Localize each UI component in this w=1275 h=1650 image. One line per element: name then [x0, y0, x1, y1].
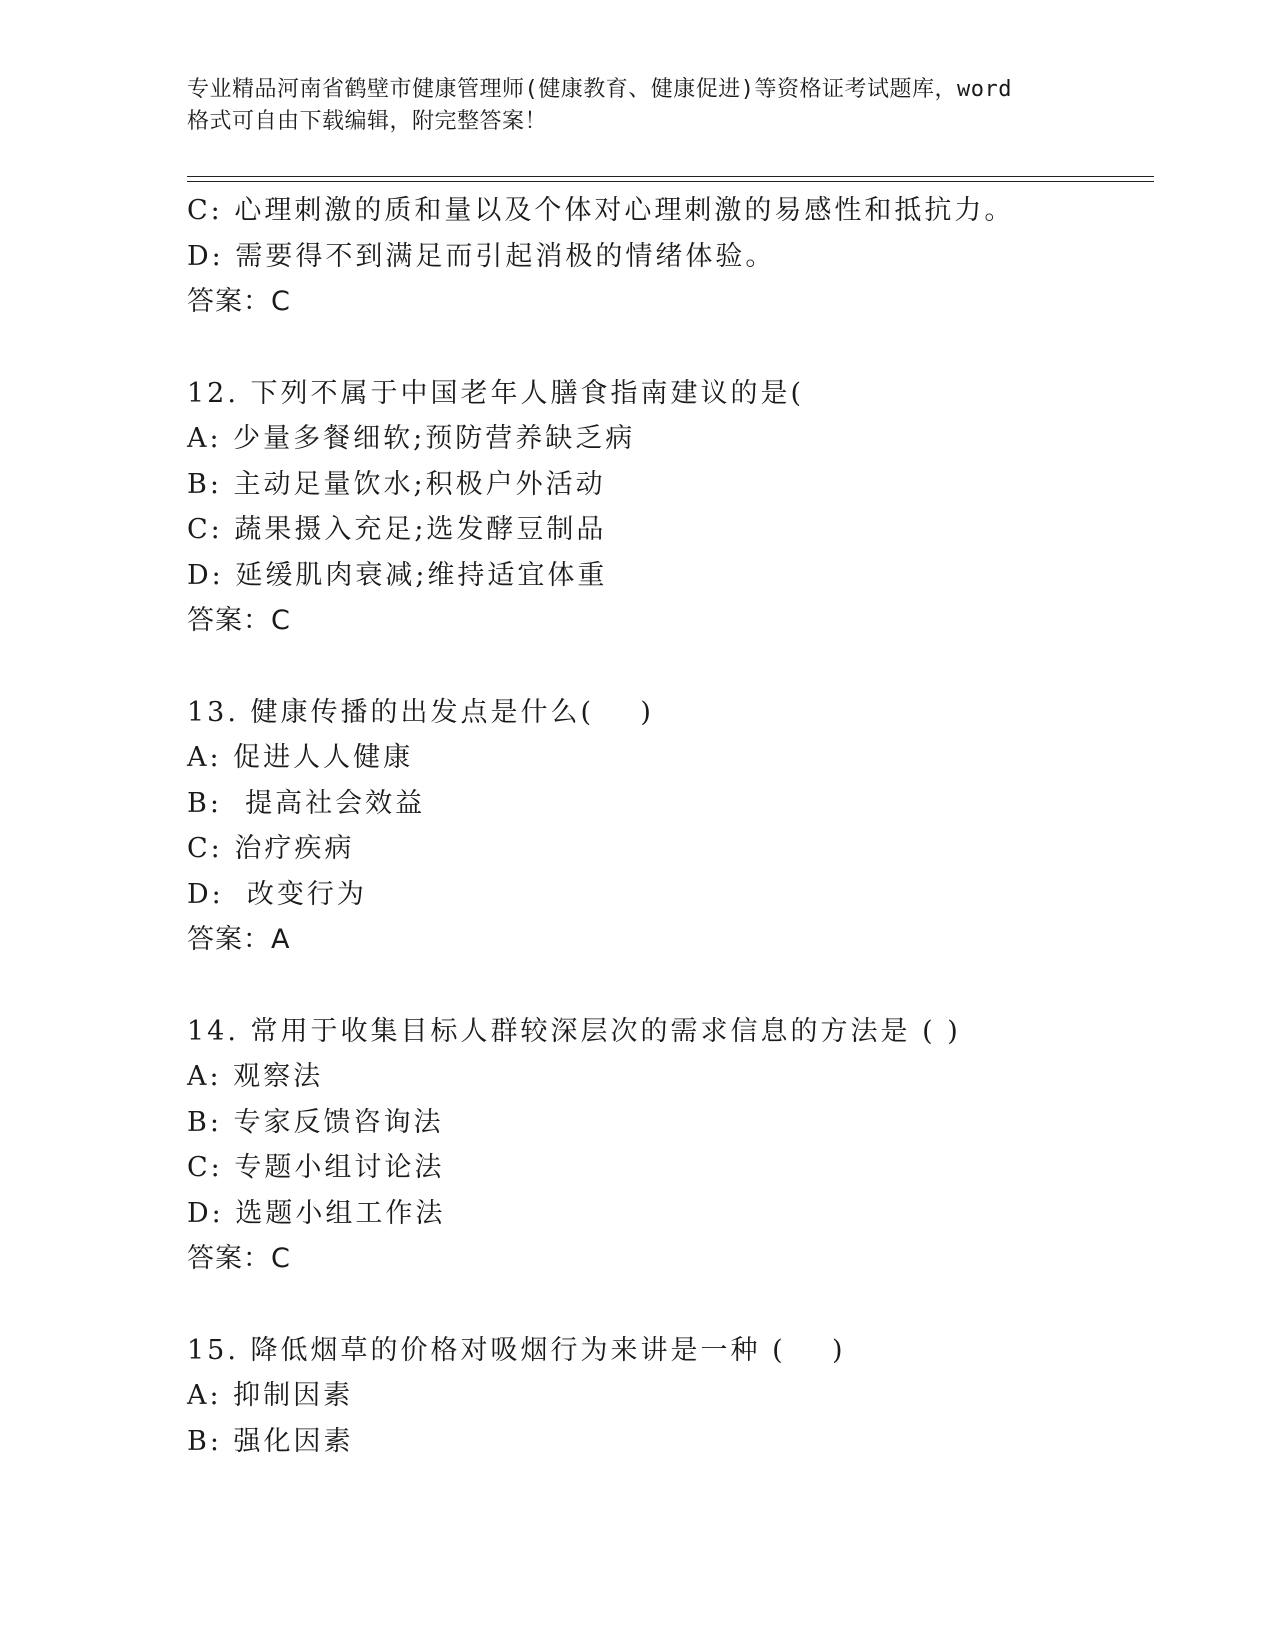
option-b: B: 主动足量饮水;积极户外活动: [187, 468, 606, 500]
option-d: D: 延缓肌肉衰减;维持适宜体重: [187, 559, 608, 591]
option-b: B: 提高社会效益: [187, 787, 426, 819]
option-a: A: 少量多餐细软;预防营养缺乏病: [187, 423, 636, 454]
answer: 答案：A: [187, 924, 291, 955]
header-divider-top: [187, 176, 1154, 177]
question-block-15: [187, 1328, 1147, 1465]
spacer: [187, 1282, 1147, 1328]
spacer: [187, 963, 1147, 1009]
option-c: C: 治疗疾病: [187, 833, 355, 864]
answer: 答案：C: [187, 286, 291, 317]
option-c: C: 蔬果摄入充足;选发酵豆制品: [187, 514, 607, 545]
question-block-13: [187, 690, 1147, 963]
header-line-2: 格式可自由下载编辑，附完整答案！: [187, 109, 548, 134]
option-b: B: 强化因素: [187, 1425, 354, 1457]
question-text: 15. 降低烟草的价格对吸烟行为来讲是一种 ( ): [187, 1334, 846, 1366]
answer: 答案：C: [187, 605, 291, 636]
header-line-1: 专业精品河南省鹤壁市健康管理师(健康教育、健康促进)等资格证考试题库，word: [187, 77, 1012, 102]
question-block-12: [187, 371, 1147, 644]
option-a: A: 促进人人健康: [187, 742, 414, 773]
question-block-11: [187, 188, 1147, 325]
answer: 答案：C: [187, 1243, 291, 1274]
option-c: C: 专题小组讨论法: [187, 1152, 445, 1183]
option-c: C: 心理刺激的质和量以及个体对心理刺激的易感性和抵抗力。: [187, 195, 1015, 226]
question-text: 14. 常用于收集目标人群较深层次的需求信息的方法是 ( ): [187, 1015, 961, 1047]
option-d: D: 改变行为: [187, 878, 367, 910]
question-text: 12. 下列不属于中国老年人膳食指南建议的是(: [187, 377, 805, 409]
question-list: [187, 188, 1147, 1464]
spacer: [187, 325, 1147, 371]
option-a: A: 观察法: [187, 1061, 324, 1092]
option-a: A: 抑制因素: [187, 1380, 354, 1411]
option-d: D: 需要得不到满足而引起消极的情绪体验。: [187, 240, 776, 272]
option-d: D: 选题小组工作法: [187, 1197, 446, 1229]
question-text: 13. 健康传播的出发点是什么( ): [187, 696, 654, 728]
question-block-14: [187, 1009, 1147, 1282]
option-b: B: 专家反馈咨询法: [187, 1106, 444, 1138]
page-header: [187, 74, 1087, 138]
spacer: [187, 644, 1147, 690]
header-divider-bottom: [187, 181, 1154, 182]
